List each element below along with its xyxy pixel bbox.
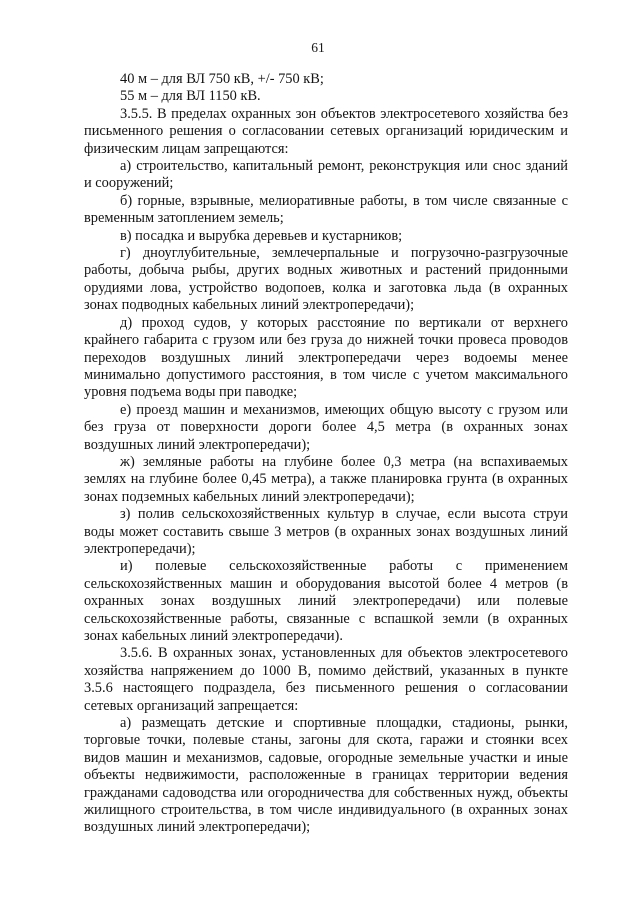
list-item-zh: ж) земляные работы на глубине более 0,3 метра (на вспахиваемых землях на глубине более 0,45 метра), а также планировка грунта (в охранных зонах подземных кабельных линий электропередачи); xyxy=(84,453,568,505)
list-item-d: д) проход судов, у которых расстояние по вертикали от верхнего крайнего габарита с грузом или без груза до нижней точки провеса проводов переходов воздушных линий электропередачи через водоемы менее минимально допустимого расстояния, в том числе с учетом максимального уровня подъема воды при паводке; xyxy=(84,314,568,401)
list-item-a: а) строительство, капитальный ремонт, реконструкция или снос зданий и сооружений; xyxy=(84,158,568,192)
list-item-z: з) полив сельскохозяйственных культур в случае, если высота струи воды может составить свыше 3 метров (в охранных зонах воздушных линий электропередачи); xyxy=(84,506,568,557)
document-body xyxy=(84,71,568,837)
list-item-b: б) горные, взрывные, мелиоративные работы, в том числе связанные с временным затоплением земель; xyxy=(84,192,568,227)
paragraph-vl-1150: 55 м – для ВЛ 1150 кВ. xyxy=(120,88,261,105)
paragraph-vl-750: 40 м – для ВЛ 750 кВ, +/- 750 кВ; xyxy=(120,71,324,87)
page-number: 61 xyxy=(311,40,325,55)
list-item-i: и) полевые сельскохозяйственные работы с применением сельскохозяйственных машин и оборудования высотой более 4 метров (в охранных зонах воздушных линий электропередачи) или полевые сельскохозяйственные работы, связанные с вспашкой земли (в охранных зонах кабельных линий электропередачи). xyxy=(84,558,568,644)
list-item-a-2: а) размещать детские и спортивные площадки, стадионы, рынки, торговые точки, полевые станы, загоны для скота, гаражи и стоянки всех видов машин и механизмов, садовые, огородные земельные участки и иные объекты недвижимости, расположенные в границах территории ведения гражданами садоводства или огородничества для собственных нужд, объекты жилищного строительства, в том числе индивидуального (в охранных зонах воздушных линий электропередачи); xyxy=(84,715,568,836)
paragraph-3-5-5: 3.5.5. В пределах охранных зон объектов электросетевого хозяйства без письменного решения о согласовании сетевых организаций юридическим и физическим лицам запрещаются: xyxy=(84,105,568,157)
list-item-g: г) дноуглубительные, землечерпальные и погрузочно-разгрузочные работы, добыча рыбы, других водных животных и растений придонными орудиями лова, устройство водопоев, колка и заготовка льда (в охранных зонах подводных кабельных линий электропередачи); xyxy=(84,245,568,314)
list-item-e: е) проезд машин и механизмов, имеющих общую высоту с грузом или без груза от поверхности дороги более 4,5 метра (в охранных зонах воздушных линий электропередачи); xyxy=(84,401,568,453)
list-item-v: в) посадка и вырубка деревьев и кустарников; xyxy=(120,227,403,244)
paragraph-3-5-6: 3.5.6. В охранных зонах, установленных для объектов электросетевого хозяйства напряжением до 1000 В, помимо действий, указанных в пункте 3.5.6 настоящего подраздела, без письменного решения о согласовании сетевых организаций запрещается: xyxy=(84,645,568,714)
